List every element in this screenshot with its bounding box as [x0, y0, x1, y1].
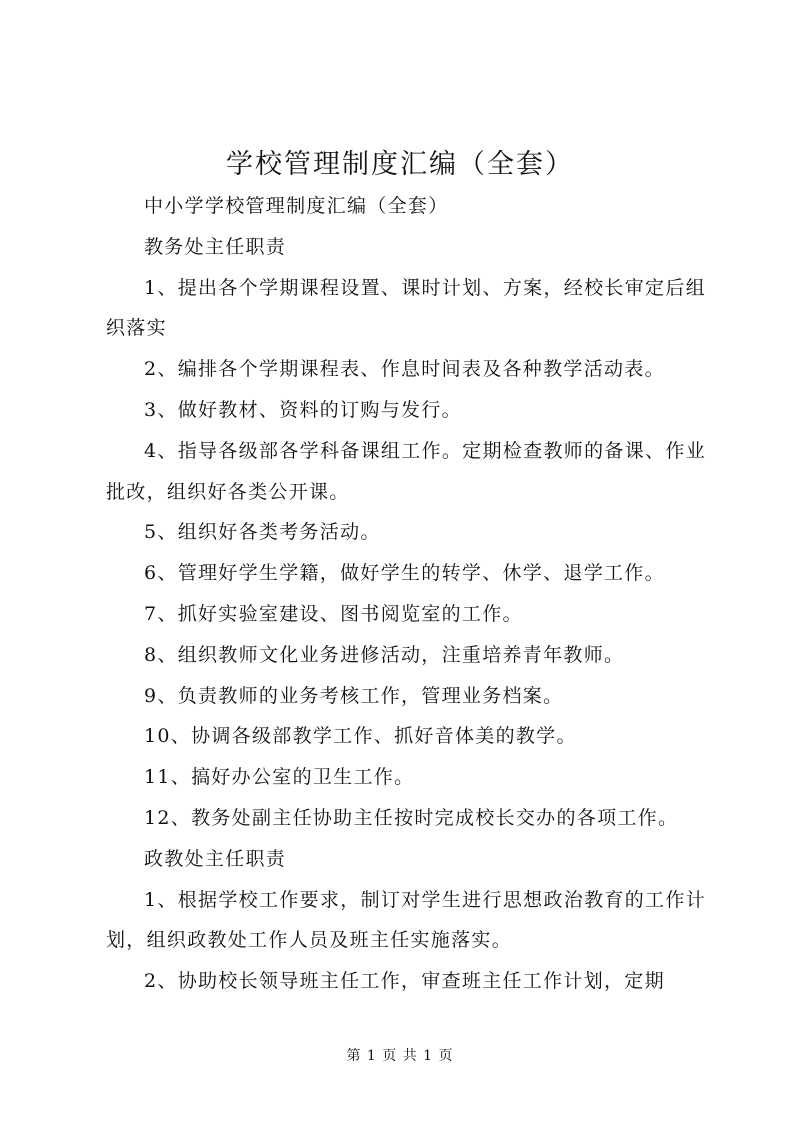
list-item: 7、抓好实验室建设、图书阅览室的工作。 [144, 602, 523, 625]
list-item: 5、组织好各类考务活动。 [144, 521, 381, 544]
document-body [106, 186, 706, 1002]
list-item: 2、编排各个学期课程表、作息时间表及各种教学活动表。 [144, 358, 665, 381]
list-item: 9、负责教师的业务考核工作，管理业务档案。 [144, 684, 564, 707]
paragraph-subtitle: 中小学学校管理制度汇编（全套） [144, 195, 449, 217]
list-item: 3、做好教材、资料的订购与发行。 [144, 398, 462, 421]
list-item: 10、协调各级部教学工作、抓好音体美的教学。 [144, 725, 577, 748]
list-item: 6、管理好学生学籍，做好学生的转学、休学、退学工作。 [144, 562, 665, 585]
section-heading-academic-affairs: 教务处主任职责 [144, 235, 287, 258]
document-title: 学校管理制度汇编（全套） [226, 149, 574, 180]
list-item: 1、提出各个学期课程设置、课时计划、方案，经校长审定后组织落实 [106, 276, 706, 340]
list-item: 1、根据学校工作要求，制订对学生进行思想政治教育的工作计划，组织政教处工作人员及班主任实施落实。 [106, 888, 706, 952]
list-item: 12、教务处副主任协助主任按时完成校长交办的各项工作。 [144, 806, 679, 829]
list-item: 11、搞好办公室的卫生工作。 [144, 766, 415, 789]
list-item: 2、协助校长领导班主任工作，审查班主任工作计划，定期 [144, 970, 665, 993]
list-item: 4、指导各级部各学科备课组工作。定期检查教师的备课、作业批改，组织好各类公开课。 [106, 439, 706, 503]
section-heading-political-education: 政教处主任职责 [144, 847, 287, 870]
page-number-footer: 第 1 页 共 1 页 [346, 1048, 454, 1064]
list-item: 8、组织教师文化业务进修活动，注重培养青年教师。 [144, 643, 625, 666]
